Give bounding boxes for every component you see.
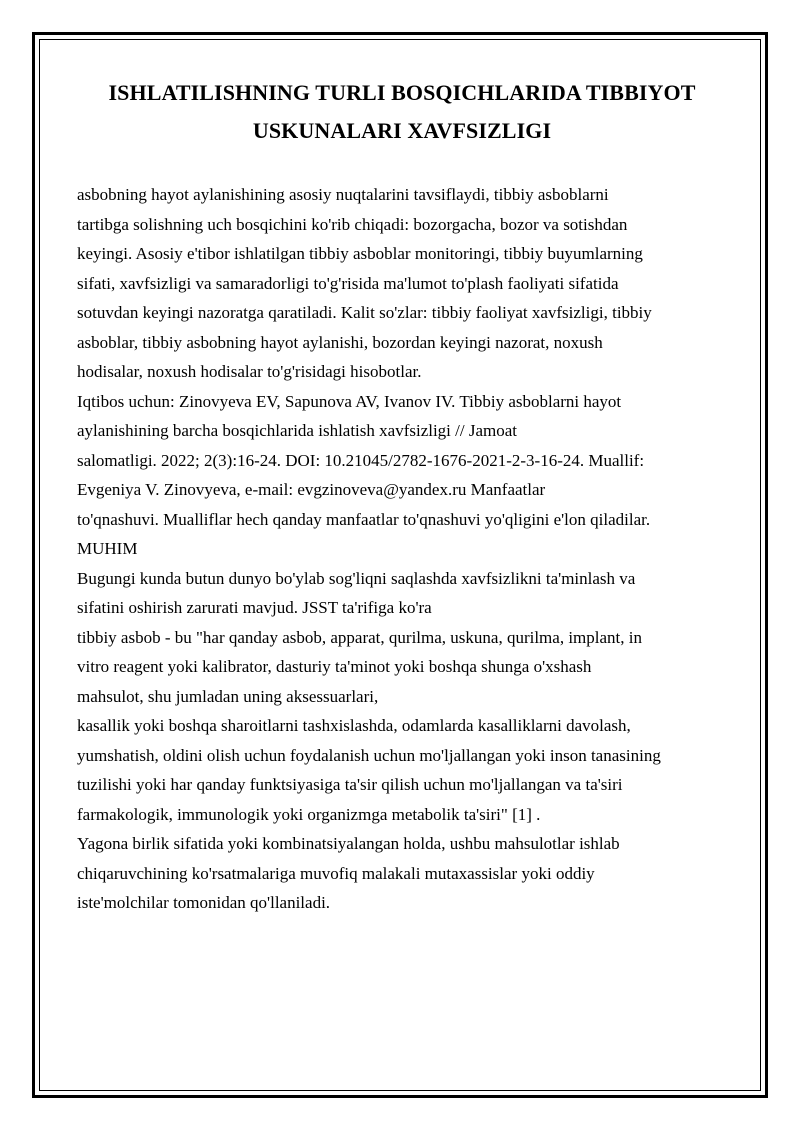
title-line: ISHLATILISHNING TURLI BOSQICHLARIDA TIBBIYOT bbox=[108, 80, 696, 105]
text-line: chiqaruvchining ko'rsatmalariga muvofiq malakali mutaxassislar yoki oddiy bbox=[77, 863, 595, 883]
text-line: sifati, xavfsizligi va samaradorligi to'g'risida ma'lumot to'plash faoliyati sifatida bbox=[77, 273, 619, 293]
citation-line: salomatligi. 2022; 2(3):16-24. DOI: 10.21045/2782-1676-2021-2-3-16-24. Muallif: bbox=[77, 450, 645, 470]
text-line: tartibga solishning uch bosqichini ko'rib chiqadi: bozorgacha, bozor va sotishdan bbox=[77, 214, 628, 234]
text-line: farmakologik, immunologik yoki organizmga metabolik ta'siri" [1] . bbox=[77, 804, 541, 824]
document-title bbox=[77, 74, 727, 150]
document-content bbox=[77, 74, 727, 918]
text-line: vitro reagent yoki kalibrator, dasturiy ta'minot yoki boshqa shunga o'xshash bbox=[77, 657, 592, 676]
title-line: USKUNALARI XAVFSIZLIGI bbox=[252, 118, 552, 143]
document-body bbox=[77, 180, 727, 918]
text-line: iste'molchilar tomonidan qo'llaniladi. bbox=[77, 893, 331, 912]
text-line: hodisalar, noxush hodisalar to'g'risidagi hisobotlar. bbox=[77, 362, 422, 381]
citation-line: Evgeniya V. Zinovyeva, e-mail: evgzinoveva@yandex.ru Manfaatlar bbox=[77, 480, 546, 499]
text-line: sotuvdan keyingi nazoratga qaratiladi. Kalit so'zlar: tibbiy faoliyat xavfsizligi, tibbiy bbox=[77, 303, 652, 322]
text-line: yumshatish, oldini olish uchun foydalanish uchun mo'ljallangan yoki inson tanasining bbox=[77, 745, 661, 765]
citation-line: aylanishining barcha bosqichlarida ishlatish xavfsizligi // Jamoat bbox=[77, 421, 518, 440]
citation-line: to'qnashuvi. Mualliflar hech qanday manfaatlar to'qnashuvi yo'qligini e'lon qiladilar. bbox=[77, 509, 651, 529]
text-line: kasallik yoki boshqa sharoitlarni tashxislashda, odamlarda kasalliklarni davolash, bbox=[77, 716, 631, 735]
text-line: Yagona birlik sifatida yoki kombinatsiyalangan holda, ushbu mahsulotlar ishlab bbox=[77, 834, 620, 853]
text-line: tibbiy asbob - bu "har qanday asbob, apparat, qurilma, uskuna, qurilma, implant, in bbox=[77, 627, 642, 647]
text-line: keyingi. Asosiy e'tibor ishlatilgan tibbiy asboblar monitoringi, tibbiy buyumlarning bbox=[77, 244, 643, 263]
text-line: mahsulot, shu jumladan uning aksessuarlari, bbox=[77, 686, 379, 706]
section-heading: MUHIM bbox=[77, 539, 138, 558]
text-line: Bugungi kunda butun dunyo bo'ylab sog'liqni saqlashda xavfsizlikni ta'minlash va bbox=[77, 568, 636, 588]
citation-line: Iqtibos uchun: Zinovyeva EV, Sapunova AV, Ivanov IV. Tibbiy asboblarni hayot bbox=[77, 391, 622, 411]
text-line: asbobning hayot aylanishining asosiy nuqtalarini tavsiflaydi, tibbiy asboblarni bbox=[77, 185, 609, 204]
text-line: sifatini oshirish zarurati mavjud. JSST ta'rifiga ko'ra bbox=[77, 598, 432, 617]
text-line: asboblar, tibbiy asbobning hayot aylanishi, bozordan keyingi nazorat, noxush bbox=[77, 332, 603, 352]
text-line: tuzilishi yoki har qanday funktsiyasiga ta'sir qilish uchun mo'ljallangan va ta'siri bbox=[77, 775, 623, 794]
